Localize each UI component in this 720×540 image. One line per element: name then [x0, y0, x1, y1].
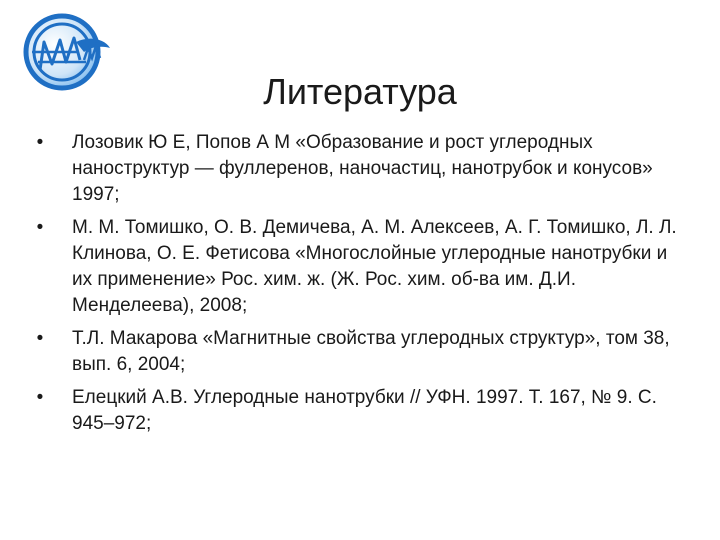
reference-text: Лозовик Ю Е, Попов А М «Образование и рост углеродных наноструктур — фуллеренов, наночастиц, нанотрубок и конусов» 1997; [72, 132, 653, 205]
bullet-icon: • [36, 328, 44, 349]
bullet-icon: • [36, 132, 44, 153]
list-item [30, 215, 680, 319]
bibliography-list [30, 130, 680, 444]
bullet-icon: • [36, 387, 44, 408]
logo-graphic [18, 12, 114, 92]
bullet-icon: • [36, 217, 44, 238]
list-item [30, 130, 680, 208]
reference-text: Т.Л. Макарова «Магнитные свойства углеродных структур», том 38, вып. 6, 2004; [72, 328, 670, 375]
list-item [30, 326, 680, 378]
university-emblem-icon [18, 12, 114, 92]
slide-title: Литература [263, 71, 457, 113]
list-item [30, 385, 680, 437]
reference-text: Елецкий А.В. Углеродные нанотрубки // УФН. 1997. Т. 167, № 9. С. 945–972; [72, 387, 657, 434]
reference-text: М. М. Томишко, О. В. Демичева, А. М. Алексеев, А. Г. Томишко, Л. Л. Клинова, О. Е. Фетисова «Многослойные углеродные нанотрубки и их применение» Рос. хим. ж. (Ж. Рос. хим. об-ва им. Д.И. Менделеева), 2008; [72, 217, 677, 316]
